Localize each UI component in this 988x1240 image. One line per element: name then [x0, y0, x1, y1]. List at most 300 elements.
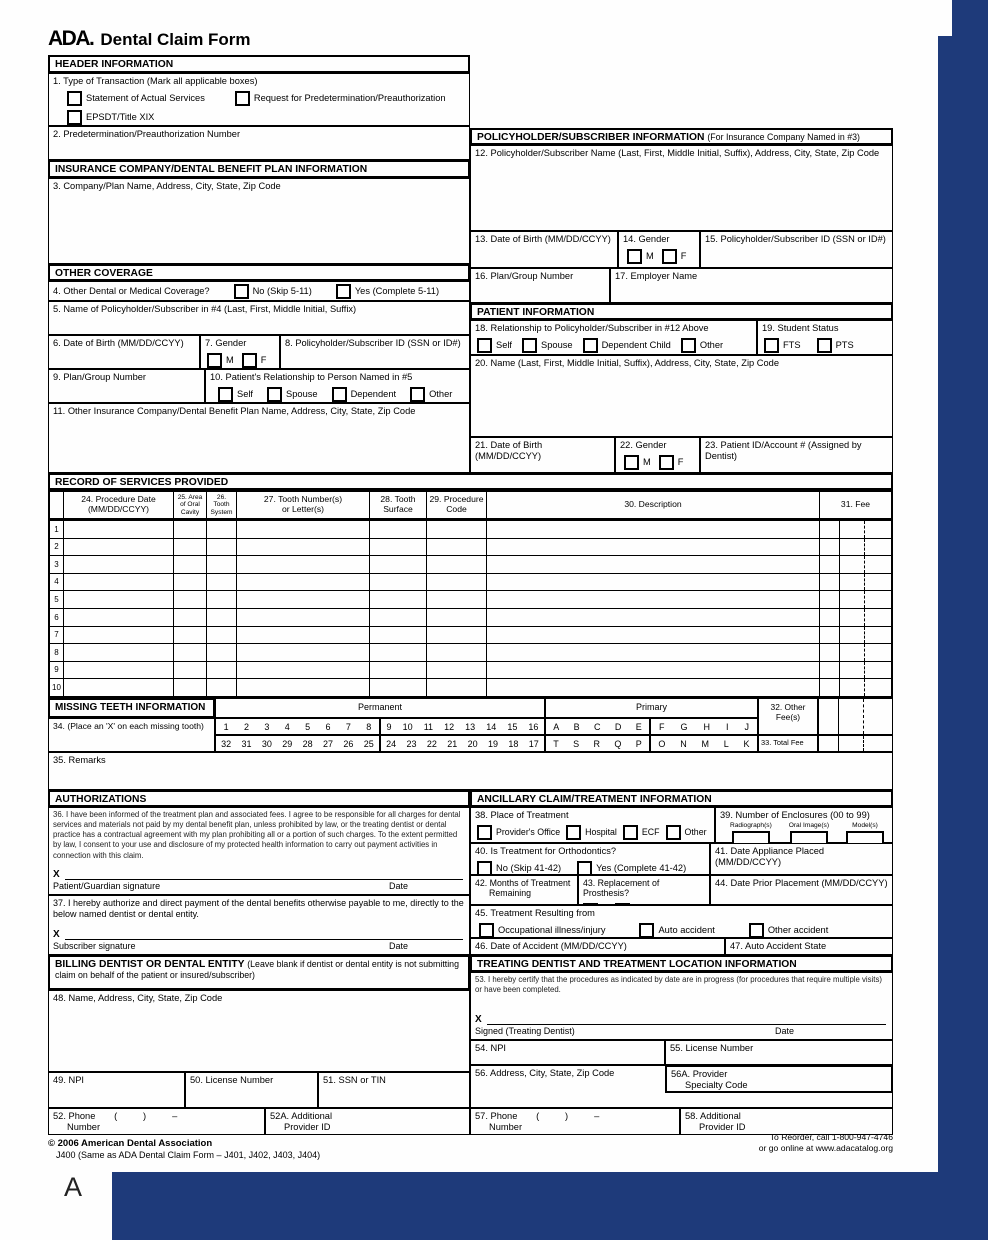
option-spouse[interactable]: Spouse — [522, 338, 573, 353]
cell-tooth[interactable] — [237, 521, 370, 538]
option-dependent-child[interactable]: Dependent Child — [583, 338, 671, 353]
cell-fee[interactable] — [820, 556, 891, 573]
checkbox[interactable] — [749, 923, 764, 938]
cell-tooth[interactable] — [237, 679, 370, 696]
option-no-skip-41-42[interactable]: No (Skip 41-42) — [477, 861, 561, 876]
option-spouse[interactable]: Spouse — [267, 387, 318, 402]
phone-dash: – — [172, 1111, 178, 1121]
checkbox[interactable] — [764, 338, 779, 353]
cell-tooth[interactable] — [237, 574, 370, 591]
cell-description[interactable] — [487, 539, 820, 556]
field-41-date-appliance-placed[interactable]: 41. Date Appliance Placed (MM/DD/CCYY) — [710, 843, 893, 875]
option-epsdt-title-xix[interactable]: EPSDT/Title XIX — [67, 110, 154, 125]
checkbox[interactable] — [242, 353, 257, 368]
cell-fee[interactable] — [820, 644, 891, 661]
cell-surface[interactable] — [370, 591, 427, 608]
cell-surface[interactable] — [370, 662, 427, 679]
field-13-date-of-birth[interactable]: 13. Date of Birth (MM/DD/CCYY) — [470, 231, 618, 268]
cell-fee[interactable] — [820, 591, 891, 608]
cell-code[interactable] — [427, 521, 487, 538]
checkbox[interactable] — [67, 110, 82, 125]
signature-line[interactable] — [53, 929, 465, 941]
tooth-label[interactable]: A — [553, 721, 560, 732]
field-10-label: 10. Patient's Relationship to Person Named in #5 — [210, 372, 413, 382]
cell-date[interactable] — [64, 521, 174, 538]
checkbox[interactable] — [639, 923, 654, 938]
field-38-place-of-treatment[interactable] — [470, 807, 715, 843]
field-58-additional-provider-id[interactable]: 58. Additional Provider ID — [680, 1108, 893, 1135]
cell-fee[interactable] — [820, 679, 891, 696]
field-19-student-status[interactable] — [757, 320, 893, 355]
checkbox[interactable] — [332, 387, 347, 402]
fee-divider-dashed — [864, 662, 865, 679]
option-occupational-illness[interactable]: Occupational illness/injury — [479, 923, 605, 938]
tooth-label[interactable]: 8 — [366, 721, 372, 732]
checkbox[interactable] — [477, 338, 492, 353]
checkbox[interactable] — [666, 825, 681, 840]
cell-code[interactable] — [427, 609, 487, 626]
tooth-label[interactable]: M — [701, 738, 709, 749]
option-pts[interactable]: PTS — [817, 338, 854, 353]
enclosure-radiographs[interactable]: Radiograph(s) — [730, 822, 772, 848]
field-1-label: 1. Type of Transaction (Mark all applicable boxes) — [53, 76, 258, 86]
tooth-label[interactable]: Q — [614, 738, 622, 749]
fee-divider-dashed — [864, 574, 865, 591]
section-patient-information: PATIENT INFORMATION — [470, 303, 893, 320]
field-2-predetermination-number[interactable]: 2. Predetermination/Preauthorization Number — [48, 126, 470, 160]
cell-tooth[interactable] — [237, 556, 370, 573]
tooth-label[interactable]: B — [573, 721, 580, 732]
cell-description[interactable] — [487, 679, 820, 696]
cell-code[interactable] — [427, 662, 487, 679]
cell-date[interactable] — [64, 556, 174, 573]
tooth-label[interactable]: 23 — [406, 738, 417, 749]
tooth-label[interactable]: 19 — [488, 738, 499, 749]
total-fee-amount-cell[interactable] — [818, 735, 893, 752]
tooth-label[interactable]: D — [614, 721, 622, 732]
cell-tooth[interactable] — [237, 539, 370, 556]
primary-upper-left-teeth[interactable] — [545, 718, 650, 735]
field-5-policyholder-name[interactable]: 5. Name of Policyholder/Subscriber in #4 (Last, First, Middle Initial, Suffix) — [48, 301, 470, 335]
signature-rule[interactable] — [65, 930, 463, 940]
checkbox[interactable] — [267, 387, 282, 402]
tooth-label[interactable]: 13 — [465, 721, 476, 732]
cell-fee[interactable] — [820, 627, 891, 644]
service-row[interactable] — [50, 661, 891, 679]
cell-system[interactable] — [207, 609, 237, 626]
tooth-label[interactable]: K — [743, 738, 750, 749]
tooth-label[interactable]: E — [635, 721, 642, 732]
service-row[interactable] — [50, 626, 891, 644]
cell-tooth[interactable] — [237, 662, 370, 679]
cell-description[interactable] — [487, 662, 820, 679]
enclosure-oral-images[interactable]: Oral Image(s) — [789, 822, 829, 848]
service-row[interactable] — [50, 538, 891, 556]
tooth-label[interactable]: 21 — [447, 738, 458, 749]
cell-description[interactable] — [487, 609, 820, 626]
cell-tooth[interactable] — [237, 627, 370, 644]
corner-letter-a: A — [64, 1172, 83, 1202]
tooth-label[interactable]: H — [703, 721, 710, 732]
checkbox[interactable] — [479, 923, 494, 938]
cell-surface[interactable] — [370, 574, 427, 591]
field-1-type-of-transaction[interactable] — [48, 73, 470, 126]
tooth-label[interactable]: 22 — [426, 738, 437, 749]
tooth-label[interactable]: P — [635, 738, 642, 749]
cell-system[interactable] — [207, 679, 237, 696]
checkbox[interactable] — [234, 284, 249, 299]
field-44-date-prior-placement[interactable]: 44. Date Prior Placement (MM/DD/CCYY) — [710, 875, 893, 905]
section-treating-dentist: TREATING DENTIST AND TREATMENT LOCATION INFORMATION — [470, 955, 893, 972]
service-row[interactable] — [50, 590, 891, 608]
field-52-phone-number[interactable]: 52. Phone Number ( ) – — [48, 1108, 265, 1135]
checkbox[interactable] — [410, 387, 425, 402]
checkbox[interactable] — [566, 825, 581, 840]
checkbox[interactable] — [627, 249, 642, 264]
field-15-policyholder-id[interactable]: 15. Policyholder/Subscriber ID (SSN or ID#) — [700, 231, 893, 268]
cell-description[interactable] — [487, 574, 820, 591]
field-32-other-fees[interactable]: 32. Other Fee(s) — [758, 698, 818, 735]
checkbox[interactable] — [662, 249, 677, 264]
cell-fee[interactable] — [820, 521, 891, 538]
option-fts[interactable]: FTS — [764, 338, 801, 353]
tooth-label[interactable]: S — [573, 738, 580, 749]
primary-lower-right-teeth[interactable] — [650, 735, 758, 752]
cell-surface[interactable] — [370, 627, 427, 644]
tooth-label[interactable]: 26 — [343, 738, 354, 749]
cell-surface[interactable] — [370, 539, 427, 556]
field-19-label: 19. Student Status — [762, 323, 839, 333]
field-18-relationship[interactable] — [470, 320, 757, 355]
tooth-label[interactable]: 6 — [325, 721, 331, 732]
field-49-npi[interactable]: 49. NPI — [48, 1072, 185, 1108]
cell-code[interactable] — [427, 556, 487, 573]
field-12-policyholder-name-address[interactable]: 12. Policyholder/Subscriber Name (Last, First, Middle Initial, Suffix), Address, City, State, Zip Code — [470, 145, 893, 231]
permanent-upper-right-teeth[interactable] — [380, 718, 545, 735]
field-42-months-remaining[interactable]: 42. Months of Treatment Remaining — [470, 875, 578, 905]
cell-tooth[interactable] — [237, 609, 370, 626]
field-9-plan-group-number[interactable]: 9. Plan/Group Number — [48, 369, 205, 403]
primary-upper-right-teeth[interactable] — [650, 718, 758, 735]
fee-divider — [839, 591, 840, 608]
cell-system[interactable] — [207, 644, 237, 661]
tooth-label[interactable]: R — [593, 738, 600, 749]
tooth-label[interactable]: F — [658, 721, 665, 732]
section-ancillary: ANCILLARY CLAIM/TREATMENT INFORMATION — [470, 790, 893, 807]
tooth-label[interactable]: 2 — [244, 721, 250, 732]
cell-area[interactable] — [174, 574, 207, 591]
tooth-label[interactable]: 12 — [444, 721, 455, 732]
other-fees-amount-cell[interactable] — [818, 698, 893, 735]
cell-code[interactable] — [427, 627, 487, 644]
fee-divider-dashed — [864, 679, 865, 696]
field-23-patient-id-account[interactable]: 23. Patient ID/Account # (Assigned by Dentist) — [700, 437, 893, 473]
col-procedure-code: 29. Procedure Code — [427, 492, 487, 518]
tooth-label[interactable]: J — [744, 721, 749, 732]
tooth-label[interactable]: G — [680, 721, 688, 732]
gender-m-option[interactable]: M — [207, 353, 234, 368]
option-self[interactable]: Self — [477, 338, 512, 353]
checkbox[interactable] — [207, 353, 222, 368]
field-35-remarks[interactable]: 35. Remarks — [48, 752, 893, 790]
option-other[interactable]: Other — [681, 338, 723, 353]
date-label: Date — [774, 1026, 794, 1037]
option-ecf[interactable]: ECF — [623, 825, 660, 840]
option-request-predetermination[interactable]: Request for Predetermination/Preauthorization — [235, 91, 446, 106]
service-row[interactable] — [50, 678, 891, 696]
tooth-label[interactable]: 32 — [221, 738, 232, 749]
tooth-label[interactable]: 11 — [423, 721, 434, 732]
tooth-label[interactable]: O — [658, 738, 666, 749]
field-36-patient-authorization[interactable] — [48, 807, 470, 895]
cell-code[interactable] — [427, 591, 487, 608]
cell-date[interactable] — [64, 609, 174, 626]
signature-rule[interactable] — [65, 870, 463, 880]
cell-area[interactable] — [174, 609, 207, 626]
tooth-label[interactable]: 29 — [282, 738, 293, 749]
field-57-phone-number[interactable]: 57. Phone Number ( ) – — [470, 1108, 680, 1135]
service-row[interactable] — [50, 608, 891, 626]
gender-m-option[interactable]: M — [624, 455, 651, 470]
cell-description[interactable] — [487, 644, 820, 661]
tooth-label[interactable]: 7 — [345, 721, 351, 732]
field-48-billing-name-address[interactable]: 48. Name, Address, City, State, Zip Code — [48, 990, 470, 1072]
checkbox[interactable] — [218, 387, 233, 402]
field-55-license-number[interactable]: 55. License Number — [665, 1040, 893, 1065]
cell-description[interactable] — [487, 627, 820, 644]
gender-f-option[interactable]: F — [662, 249, 687, 264]
option-other[interactable]: Other — [666, 825, 707, 840]
checkbox[interactable] — [817, 338, 832, 353]
cell-date[interactable] — [64, 627, 174, 644]
section-policyholder-note: (For Insurance Company Named in #3) — [707, 132, 860, 142]
field-50-license-number[interactable]: 50. License Number — [185, 1072, 318, 1108]
permanent-lower-left-teeth[interactable] — [215, 735, 380, 752]
option-dependent[interactable]: Dependent — [332, 387, 397, 402]
tooth-label[interactable]: 14 — [486, 721, 497, 732]
tooth-label[interactable]: 20 — [467, 738, 478, 749]
cell-system[interactable] — [207, 627, 237, 644]
tooth-label[interactable]: 28 — [302, 738, 313, 749]
cell-date[interactable] — [64, 574, 174, 591]
cell-date[interactable] — [64, 662, 174, 679]
field-40-orthodontics[interactable] — [470, 843, 710, 875]
tooth-label[interactable]: 4 — [284, 721, 290, 732]
option-yes-complete-41-42[interactable]: Yes (Complete 41-42) — [577, 861, 686, 876]
cell-date[interactable] — [64, 644, 174, 661]
cell-area[interactable] — [174, 627, 207, 644]
cell-area[interactable] — [174, 556, 207, 573]
phone-parentheses[interactable]: ( ) — [114, 1111, 147, 1121]
gender-f-option[interactable]: F — [659, 455, 684, 470]
cell-code[interactable] — [427, 679, 487, 696]
field-22-gender[interactable] — [615, 437, 700, 473]
field-45-treatment-resulting-from[interactable] — [470, 905, 893, 938]
option-hospital[interactable]: Hospital — [566, 825, 617, 840]
cell-area[interactable] — [174, 662, 207, 679]
tooth-label[interactable]: I — [725, 721, 729, 732]
cell-system[interactable] — [207, 574, 237, 591]
cell-fee[interactable] — [820, 574, 891, 591]
tooth-label[interactable]: 27 — [323, 738, 334, 749]
cell-fee[interactable] — [820, 609, 891, 626]
cell-description[interactable] — [487, 521, 820, 538]
option-other-accident[interactable]: Other accident — [749, 923, 828, 938]
field-4-other-coverage[interactable] — [48, 281, 470, 301]
signature-line[interactable] — [475, 1014, 888, 1026]
tooth-label[interactable]: L — [723, 738, 729, 749]
option-auto-accident[interactable]: Auto accident — [639, 923, 714, 938]
signature-line[interactable] — [53, 869, 465, 881]
gender-m-option[interactable]: M — [627, 249, 654, 264]
cell-description[interactable] — [487, 556, 820, 573]
signature-rule[interactable] — [487, 1015, 886, 1025]
field-52a-additional-provider-id[interactable]: 52A. Additional Provider ID — [265, 1108, 470, 1135]
tooth-label[interactable]: T — [553, 738, 559, 749]
checkbox[interactable] — [477, 861, 492, 876]
cell-description[interactable] — [487, 591, 820, 608]
cell-area[interactable] — [174, 539, 207, 556]
cell-tooth[interactable] — [237, 644, 370, 661]
option-self[interactable]: Self — [218, 387, 253, 402]
cell-surface[interactable] — [370, 521, 427, 538]
cell-surface[interactable] — [370, 609, 427, 626]
cell-code[interactable] — [427, 644, 487, 661]
section-billing-dentist — [48, 955, 470, 990]
x-mark: X — [53, 868, 60, 880]
tooth-label[interactable]: 9 — [386, 721, 392, 732]
option-providers-office[interactable]: Provider's Office — [477, 825, 560, 840]
field-46-date-of-accident[interactable]: 46. Date of Accident (MM/DD/CCYY) — [470, 938, 725, 955]
checkbox[interactable] — [681, 338, 696, 353]
checkbox[interactable] — [477, 825, 492, 840]
cell-system[interactable] — [207, 556, 237, 573]
field-45-label: 45. Treatment Resulting from — [475, 908, 595, 918]
service-row[interactable] — [50, 555, 891, 573]
fee-divider-dashed — [864, 556, 865, 573]
option-yes-complete-5-11[interactable]: Yes (Complete 5-11) — [336, 284, 439, 299]
tooth-label[interactable]: 3 — [264, 721, 270, 732]
checkbox[interactable] — [577, 861, 592, 876]
checkbox[interactable] — [583, 338, 598, 353]
cell-system[interactable] — [207, 539, 237, 556]
tooth-label[interactable]: 25 — [363, 738, 374, 749]
cell-code[interactable] — [427, 539, 487, 556]
field-16-plan-group-number[interactable]: 16. Plan/Group Number — [470, 268, 610, 303]
cell-area[interactable] — [174, 679, 207, 696]
field-34-missing-teeth-instruction: 34. (Place an 'X' on each missing tooth) — [48, 718, 215, 752]
cell-area[interactable] — [174, 591, 207, 608]
field-14-gender[interactable] — [618, 231, 700, 268]
x-mark: X — [475, 1013, 482, 1025]
checkbox[interactable] — [522, 338, 537, 353]
tooth-label[interactable]: 16 — [528, 721, 539, 732]
tooth-label[interactable]: 10 — [402, 721, 413, 732]
cell-fee[interactable] — [820, 539, 891, 556]
field-21-date-of-birth[interactable]: 21. Date of Birth (MM/DD/CCYY) — [470, 437, 615, 473]
row-number: 8 — [50, 644, 64, 661]
field-43-replacement-prosthesis[interactable] — [578, 875, 710, 905]
field-20-patient-name-address[interactable]: 20. Name (Last, First, Middle Initial, Suffix), Address, City, State, Zip Code — [470, 355, 893, 437]
field-7-gender[interactable] — [200, 335, 280, 369]
field-54-npi[interactable]: 54. NPI — [470, 1040, 665, 1065]
field-17-employer-name[interactable]: 17. Employer Name — [610, 268, 893, 303]
gender-f-option[interactable]: F — [242, 353, 267, 368]
tooth-label[interactable]: 18 — [508, 738, 519, 749]
cell-surface[interactable] — [370, 556, 427, 573]
checkbox[interactable] — [336, 284, 351, 299]
cell-date[interactable] — [64, 591, 174, 608]
tooth-label[interactable]: N — [680, 738, 687, 749]
section-insurance-company: INSURANCE COMPANY/DENTAL BENEFIT PLAN INFORMATION — [48, 160, 470, 178]
checkbox[interactable] — [235, 91, 250, 106]
row-number: 3 — [50, 556, 64, 573]
field-37-subscriber-authorization[interactable] — [48, 895, 470, 955]
phone-parentheses[interactable]: ( ) — [536, 1111, 569, 1121]
checkbox[interactable] — [624, 455, 639, 470]
cell-date[interactable] — [64, 679, 174, 696]
tooth-label[interactable]: 5 — [305, 721, 311, 732]
field-10-patient-relationship[interactable] — [205, 369, 470, 403]
permanent-lower-right-teeth[interactable] — [380, 735, 545, 752]
option-no-skip-5-11[interactable]: No (Skip 5-11) — [234, 284, 312, 299]
cell-surface[interactable] — [370, 644, 427, 661]
cell-code[interactable] — [427, 574, 487, 591]
tooth-label[interactable]: 24 — [386, 738, 397, 749]
cell-date[interactable] — [64, 539, 174, 556]
field-11-other-insurance-company[interactable]: 11. Other Insurance Company/Dental Benefit Plan Name, Address, City, State, Zip Code — [48, 403, 470, 473]
tooth-label[interactable]: 30 — [261, 738, 272, 749]
tooth-label[interactable]: 15 — [507, 721, 518, 732]
field-47-auto-accident-state[interactable]: 47. Auto Accident State — [725, 938, 893, 955]
option-other[interactable]: Other — [410, 387, 452, 402]
tooth-label[interactable]: 1 — [223, 721, 229, 732]
field-8-policyholder-id[interactable]: 8. Policyholder/Subscriber ID (SSN or ID#) — [280, 335, 470, 369]
service-row[interactable] — [50, 643, 891, 661]
field-53-treating-dentist-certification[interactable] — [470, 972, 893, 1040]
cell-fee[interactable] — [820, 662, 891, 679]
primary-lower-left-teeth[interactable] — [545, 735, 650, 752]
field-56-address[interactable]: 56. Address, City, State, Zip Code — [470, 1065, 893, 1108]
option-statement-of-actual-services[interactable]: Statement of Actual Services — [67, 91, 205, 106]
service-row[interactable] — [50, 520, 891, 538]
field-39-label: 39. Number of Enclosures (00 to 99) — [720, 810, 870, 820]
tooth-label[interactable]: 17 — [528, 738, 539, 749]
cell-system[interactable] — [207, 591, 237, 608]
fee-divider — [839, 609, 840, 626]
permanent-teeth-header: Permanent — [215, 698, 545, 718]
tooth-label[interactable]: 31 — [241, 738, 252, 749]
cell-tooth[interactable] — [237, 591, 370, 608]
cell-area[interactable] — [174, 644, 207, 661]
cell-surface[interactable] — [370, 679, 427, 696]
field-39-number-of-enclosures[interactable] — [715, 807, 893, 843]
cell-system[interactable] — [207, 662, 237, 679]
enclosure-models[interactable]: Model(s) — [846, 822, 884, 848]
field-6-date-of-birth[interactable]: 6. Date of Birth (MM/DD/CCYY) — [48, 335, 200, 369]
field-56a-provider-specialty-code[interactable]: 56A. Provider Specialty Code — [665, 1065, 893, 1093]
field-51-ssn-or-tin[interactable]: 51. SSN or TIN — [318, 1072, 470, 1108]
checkbox[interactable] — [67, 91, 82, 106]
checkbox[interactable] — [659, 455, 674, 470]
field-3-company-plan-name[interactable]: 3. Company/Plan Name, Address, City, State, Zip Code — [48, 178, 470, 264]
checkbox[interactable] — [623, 825, 638, 840]
service-row[interactable] — [50, 573, 891, 591]
permanent-upper-left-teeth[interactable] — [215, 718, 380, 735]
tooth-label[interactable]: C — [594, 721, 601, 732]
cell-area[interactable] — [174, 521, 207, 538]
cell-system[interactable] — [207, 521, 237, 538]
